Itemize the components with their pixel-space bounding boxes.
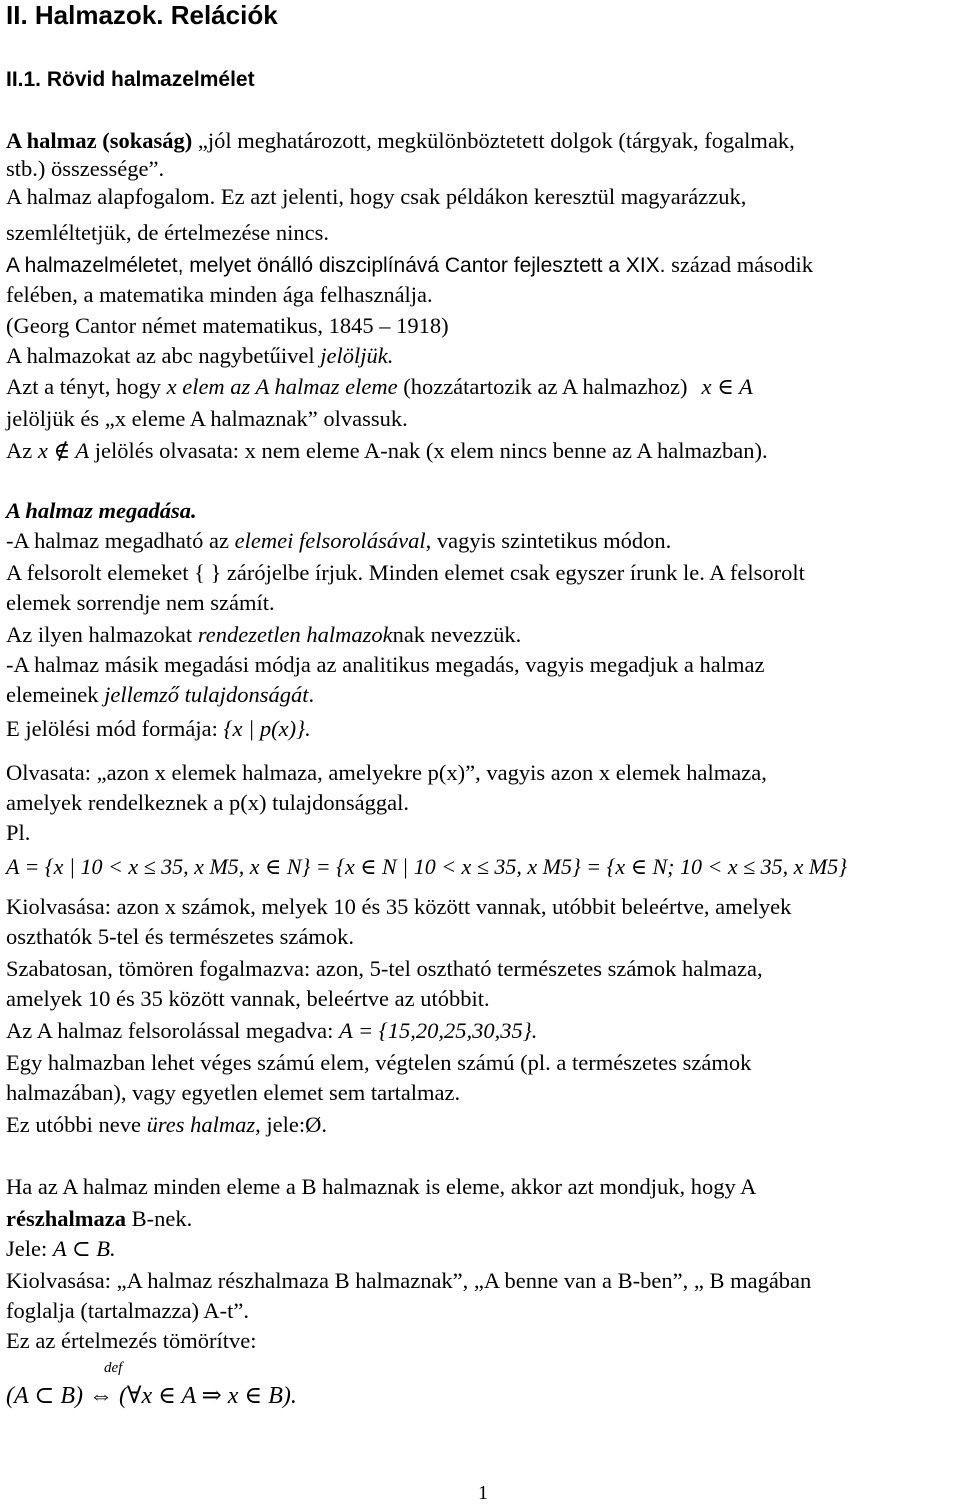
page-title: II. Halmazok. Relációk [6,0,278,30]
text: Az [6,438,38,463]
formula-set-builder: {x | p(x)}. [223,716,311,741]
paragraph-line [6,1114,327,1137]
paragraph-line [6,130,795,153]
def-label: def [104,1360,123,1376]
paragraph-line [6,1208,192,1231]
paragraph-line [6,718,311,741]
page-number: 1 [478,1482,488,1504]
paragraph-line: Olvasata: „azon x elemek halmaza, amelyekre p(x)”, vagyis azon x elemek halmaza, [6,760,767,785]
paragraph-line: szemléltetjük, de értelmezése nincs. [6,220,329,245]
formula-not-element-of: x ∉ A [37,438,90,463]
paragraph-line: amelyek 10 és 35 között vannak, beleértve az utóbbit. [6,986,490,1011]
formula-enumeration: A = {15,20,25,30,35}. [339,1018,538,1043]
text: E jelölési mód formája: [6,716,224,741]
paragraph-line: amelyek rendelkeznek a p(x) tulajdonsággal. [6,790,409,815]
paragraph-line: Kiolvasása: azon x számok, melyek 10 és 35 között vannak, utóbbit beleértve, amelyek [6,894,792,919]
text-italic: jellemző tulajdonságát [104,682,309,707]
paragraph-line: A felsorolt elemeket { } zárójelbe írjuk. Minden elemet csak egyszer írunk le. A felsorolt [6,560,805,585]
text: . [308,682,315,707]
text: , vagyis szintetikus módon. [425,528,672,553]
paragraph-line: Ha az A halmaz minden eleme a B halmaznak is eleme, akkor azt mondjuk, hogy A [6,1174,757,1199]
paragraph-line: A halmaz alapfogalom. Ez azt jelenti, hogy csak példákon keresztül magyarázzuk, [6,184,747,209]
paragraph-line [6,530,671,553]
term-halmaz: A halmaz (sokaság) [6,128,193,153]
paragraph-line [6,440,768,463]
paragraph-line: oszthatók 5-tel és természetes számok. [6,924,355,949]
paragraph-line: jelöljük és „x eleme A halmaznak” olvassuk. [6,406,408,431]
text: , jele:Ø. [255,1112,327,1137]
paragraph-line: (Georg Cantor német matematikus, 1845 – 1918) [6,313,449,338]
term-reszhalmaz: részhalmaza [6,1206,126,1231]
text-italic: üres halmaz [146,1112,256,1137]
paragraph-line [6,254,813,277]
paragraph-line: stb.) összessége”. [6,156,165,181]
text: A halmazokat az abc nagybetűivel [6,343,321,368]
text-italic: jelöljük. [320,343,394,368]
text: (hozzátartozik az A halmazhoz) [397,374,688,399]
paragraph-line: Kiolvasása: „A halmaz részhalmaza B halmaznak”, „A benne van a B-ben”, „ B magában [6,1268,812,1293]
paragraph-line: Pl. [6,820,31,845]
paragraph-line: elemek sorrendje nem számít. [6,590,275,615]
paragraph-line: Ez az értelmezés tömörítve: [6,1328,257,1353]
paragraph-line: felében, a matematika minden ága felhasználja. [6,282,433,307]
text: Ez utóbbi neve [6,1112,147,1137]
formula-subset-definition: (A ⊂ B) ⇔ (∀x ∈ A ⇒ x ∈ B). [6,1383,297,1409]
paragraph-line: Egy halmazban lehet véges számú elem, végtelen számú (pl. a természetes számok [6,1050,752,1075]
text: Jele: [6,1236,53,1261]
text-italic: x elem az A halmaz eleme [166,374,398,399]
text: Az ilyen halmazokat [6,622,198,647]
text-italic: elemei felsorolásával [234,528,426,553]
text: jelölés olvasata: x nem eleme A-nak (x elem nincs benne az A halmazban). [89,438,768,463]
paragraph-line [6,376,753,399]
paragraph-line [6,1020,537,1043]
paragraph-line [6,1238,116,1261]
paragraph-line: foglalja (tartalmazza) A-t”. [6,1298,249,1323]
paragraph-line: halmazában), vagy egyetlen elemet sem tartalmaz. [6,1080,461,1105]
text: Azt a tényt, hogy [6,374,167,399]
text: -A halmaz megadható az [6,528,235,553]
paragraph-line: -A halmaz másik megadási módja az analitikus megadás, vagyis megadjuk a halmaz [6,652,765,677]
paragraph-line [6,624,521,647]
formula-subset: A ⊂ B. [52,1236,116,1261]
text: nak nevezzük. [392,622,522,647]
text: „jól meghatározott, megkülönböztetett dolgok (tárgyak, fogalmak, [192,128,795,153]
text: B-nek. [125,1206,193,1231]
paragraph-line: Szabatosan, tömören fogalmazva: azon, 5-tel osztható természetes számok halmaza, [6,956,763,981]
paragraph-line [6,684,314,707]
formula-example-set: A = {x | 10 < x ≤ 35, x M5, x ∈ N} = {x ∈ N | 10 < x ≤ 35, x M5} = {x ∈ N; 10 < x ≤ 35, x M5} [6,854,848,879]
text: Az A halmaz felsorolással megadva: [6,1018,340,1043]
paragraph-line [6,345,393,368]
subheading: A halmaz megadása. [6,498,197,523]
section-heading: II.1. Rövid halmazelmélet [6,68,255,91]
text-italic: rendezetlen halmazok [197,622,393,647]
text: század második [665,252,813,277]
text-sans: A halmazelméletet, melyet önálló diszciplínává Cantor fejlesztett a XIX. [6,254,666,277]
text: elemeinek [6,682,105,707]
formula-element-of: x ∈ A [701,374,753,399]
